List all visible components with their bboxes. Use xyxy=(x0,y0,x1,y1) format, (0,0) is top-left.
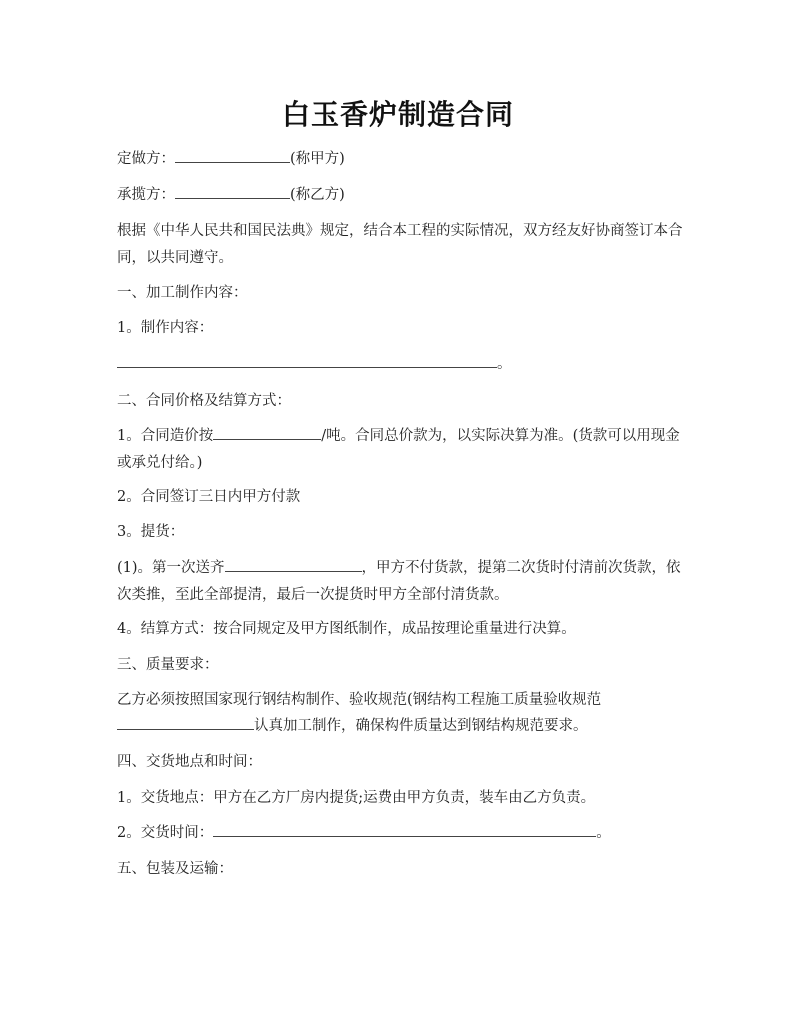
party-a-suffix: (称甲方) xyxy=(290,151,345,167)
section-4-item-2 xyxy=(117,820,683,847)
section-2-item-3: 3。提货： xyxy=(117,524,185,540)
section-1-heading: 一、加工制作内容： xyxy=(117,285,248,301)
quality-standard-blank xyxy=(117,713,254,730)
section-3-text-line-2 xyxy=(117,713,683,740)
delivery-time-blank xyxy=(213,820,596,837)
delivery-blank xyxy=(225,555,362,572)
section-4-item-1: 1。交货地点：甲方在乙方厂房内提货;运费由甲方负责，装车由乙方负责。 xyxy=(117,790,596,806)
party-b-suffix: (称乙方) xyxy=(290,187,345,203)
content-blank xyxy=(117,351,497,368)
party-b-label: 承揽方： xyxy=(117,187,175,203)
party-b-blank xyxy=(175,182,290,199)
price-blank xyxy=(213,423,321,440)
quality-text: 认真加工制作，确保构件质量达到钢结构规范要求。 xyxy=(254,718,588,734)
party-b-line xyxy=(117,182,683,209)
delivery-time-end: 。 xyxy=(596,825,611,841)
party-a-blank xyxy=(175,146,290,163)
section-3-text-line-1: 乙方必须按照国家现行钢结构制作、验收规范(钢结构工程施工质量验收规范 xyxy=(117,692,602,708)
section-1-item-1-blank-line xyxy=(117,351,683,378)
content-blank-end: 。 xyxy=(497,356,512,372)
delivery-time-label: 2。交货时间： xyxy=(117,825,214,841)
delivery-text: ，甲方不付货款，提第二次货时付清前次货款，依次类推，至此全部提清，最后一次提货时甲方全部付清货款。 xyxy=(117,560,681,603)
price-label: 1。合同造价按 xyxy=(117,428,214,444)
delivery-label: (1)。第一次送齐 xyxy=(117,560,225,576)
section-4-heading: 四、交货地点和时间： xyxy=(117,754,262,770)
party-a-label: 定做方： xyxy=(117,151,175,167)
intro-paragraph: 根据《中华人民共和国民法典》规定，结合本工程的实际情况，双方经友好协商签订本合同，以共同遵守。 xyxy=(117,223,683,266)
section-2-item-2: 2。合同签订三日内甲方付款 xyxy=(117,489,301,505)
party-a-line xyxy=(117,146,683,173)
document-title: 白玉香炉制造合同 xyxy=(281,98,514,131)
section-2-item-3-1 xyxy=(117,555,683,609)
section-2-heading: 二、合同价格及结算方式： xyxy=(117,393,291,409)
section-2-item-4: 4。结算方式：按合同规定及甲方图纸制作，成品按理论重量进行决算。 xyxy=(117,621,576,637)
price-text: /吨。合同总价款为，以实际决算为准。(货款可以用现金或承兑付给。) xyxy=(117,428,680,471)
section-1-item-1: 1。制作内容： xyxy=(117,320,214,336)
section-5-heading: 五、包装及运输： xyxy=(117,861,233,877)
section-2-item-1 xyxy=(117,423,683,477)
section-3-heading: 三、质量要求： xyxy=(117,657,219,673)
